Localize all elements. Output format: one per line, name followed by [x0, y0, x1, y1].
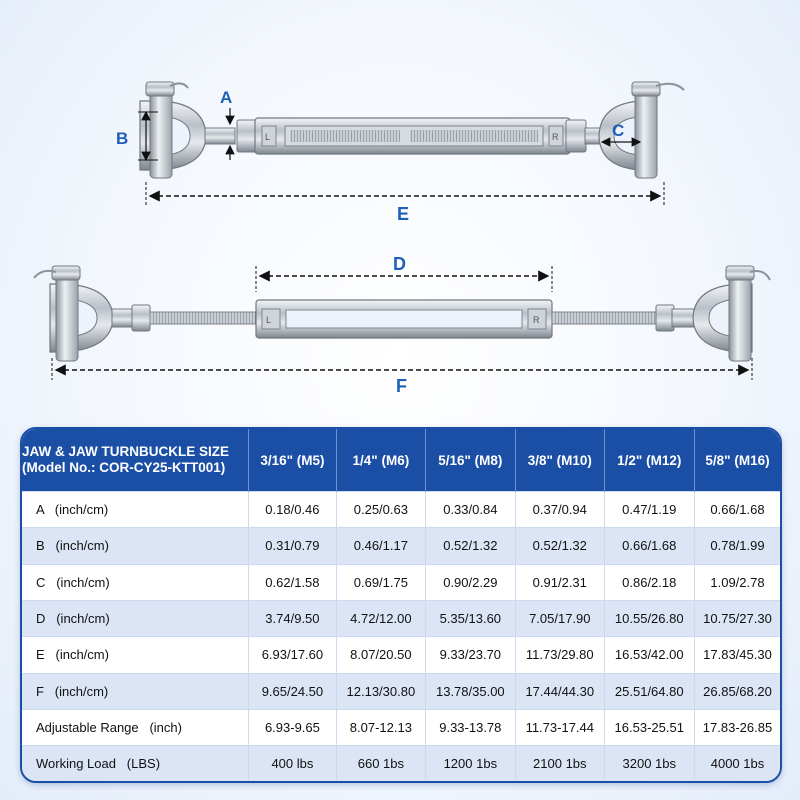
table-cell: 26.85/68.20	[694, 673, 780, 709]
table-row	[22, 746, 780, 781]
table-cell: 0.37/0.94	[516, 492, 604, 528]
label-a: A	[220, 88, 233, 107]
table-cell: 16.53/42.00	[604, 637, 694, 673]
table-cell: 0.33/0.84	[425, 492, 515, 528]
size-header: 1/2" (M12)	[604, 429, 694, 492]
size-header: 3/8" (M10)	[516, 429, 604, 492]
svg-text:R: R	[552, 132, 559, 142]
table-cell: 0.52/1.32	[516, 528, 604, 564]
row-label: B (inch/cm)	[22, 528, 248, 564]
table-cell: 4000 1bs	[694, 746, 780, 781]
size-header: 3/16" (M5)	[248, 429, 336, 492]
table-header-row	[22, 429, 780, 492]
dimension-a	[220, 88, 232, 160]
left-jaw-icon	[34, 266, 150, 361]
label-c: C	[612, 121, 625, 140]
table-cell: 3.74/9.50	[248, 600, 336, 636]
right-jaw-icon	[585, 82, 684, 178]
table-cell: 10.55/26.80	[604, 600, 694, 636]
table-cell: 0.25/0.63	[337, 492, 425, 528]
table-row	[22, 709, 780, 745]
row-label: Working Load (LBS)	[22, 746, 248, 781]
table-cell: 10.75/27.30	[694, 600, 780, 636]
table-cell: 17.83-26.85	[694, 709, 780, 745]
table-cell: 1.09/2.78	[694, 564, 780, 600]
size-header: 5/8" (M16)	[694, 429, 780, 492]
table-cell: 4.72/12.00	[337, 600, 425, 636]
svg-text:L: L	[266, 315, 272, 325]
table-cell: 13.78/35.00	[425, 673, 515, 709]
turnbuckle-body	[256, 300, 552, 338]
table-cell: 660 1bs	[337, 746, 425, 781]
table-cell: 0.62/1.58	[248, 564, 336, 600]
dimension-f	[52, 358, 752, 396]
table-cell: 0.52/1.32	[425, 528, 515, 564]
table-cell: 7.05/17.90	[516, 600, 604, 636]
table-cell: 17.44/44.30	[516, 673, 604, 709]
right-jaw-icon	[656, 266, 770, 361]
table-row	[22, 564, 780, 600]
table-cell: 0.31/0.79	[248, 528, 336, 564]
table-cell: 0.69/1.75	[337, 564, 425, 600]
table-cell: 0.66/1.68	[604, 528, 694, 564]
table-cell: 0.47/1.19	[604, 492, 694, 528]
table-row	[22, 528, 780, 564]
row-label: A (inch/cm)	[22, 492, 248, 528]
label-d: D	[393, 254, 406, 274]
table-cell: 8.07-12.13	[337, 709, 425, 745]
table-title-cell	[22, 429, 248, 492]
table-cell: 6.93-9.65	[248, 709, 336, 745]
table-cell: 25.51/64.80	[604, 673, 694, 709]
model-number: (Model No.: COR-CY25-KTT001)	[22, 460, 226, 475]
table-row	[22, 637, 780, 673]
table-cell: 16.53-25.51	[604, 709, 694, 745]
turnbuckle-extended	[34, 266, 770, 361]
table-cell: 0.91/2.31	[516, 564, 604, 600]
row-label: E (inch/cm)	[22, 637, 248, 673]
table-cell: 8.07/20.50	[337, 637, 425, 673]
table-cell: 9.33-13.78	[425, 709, 515, 745]
spec-table-card	[20, 427, 782, 783]
row-label: C (inch/cm)	[22, 564, 248, 600]
table-body	[22, 492, 780, 782]
table-cell: 9.65/24.50	[248, 673, 336, 709]
label-e: E	[397, 204, 410, 224]
turnbuckle-body	[237, 118, 586, 154]
table-cell: 17.83/45.30	[694, 637, 780, 673]
size-header: 1/4" (M6)	[337, 429, 425, 492]
table-cell: 0.46/1.17	[337, 528, 425, 564]
table-cell: 11.73/29.80	[516, 637, 604, 673]
svg-text:L: L	[265, 132, 271, 142]
table-cell: 5.35/13.60	[425, 600, 515, 636]
row-label: D (inch/cm)	[22, 600, 248, 636]
table-cell: 12.13/30.80	[337, 673, 425, 709]
dimension-e	[146, 182, 664, 224]
svg-text:R: R	[533, 315, 540, 325]
label-b: B	[116, 129, 129, 148]
table-cell: 0.86/2.18	[604, 564, 694, 600]
table-cell: 0.78/1.99	[694, 528, 780, 564]
size-header: 5/16" (M8)	[425, 429, 515, 492]
label-f: F	[396, 376, 407, 396]
table-row	[22, 600, 780, 636]
table-cell: 0.66/1.68	[694, 492, 780, 528]
table-cell: 6.93/17.60	[248, 637, 336, 673]
table-cell: 1200 1bs	[425, 746, 515, 781]
table-cell: 3200 1bs	[604, 746, 694, 781]
row-label: Adjustable Range (inch)	[22, 709, 248, 745]
table-cell: 0.18/0.46	[248, 492, 336, 528]
row-label: F (inch/cm)	[22, 673, 248, 709]
table-cell: 9.33/23.70	[425, 637, 515, 673]
table-cell: 11.73-17.44	[516, 709, 604, 745]
table-cell: 2100 1bs	[516, 746, 604, 781]
table-title: JAW & JAW TURNBUCKLE SIZE	[22, 444, 230, 459]
table-cell: 0.90/2.29	[425, 564, 515, 600]
dimension-d	[256, 254, 552, 292]
table-row	[22, 673, 780, 709]
spec-table	[22, 429, 780, 781]
table-row	[22, 492, 780, 528]
table-cell: 400 lbs	[248, 746, 336, 781]
